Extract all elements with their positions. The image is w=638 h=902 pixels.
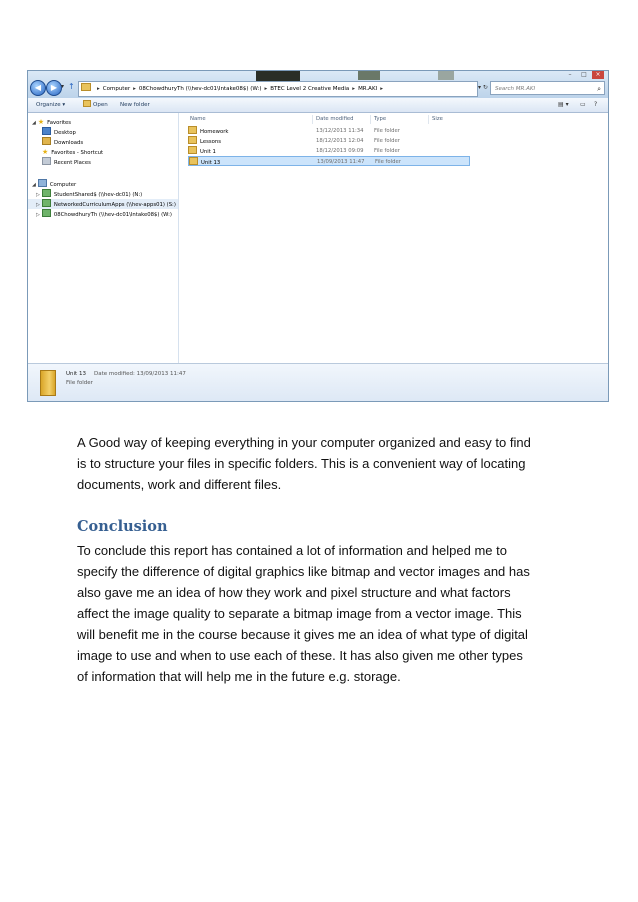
star-icon: ★: [37, 118, 45, 126]
chevron-down-icon[interactable]: ▾: [61, 83, 65, 90]
network-drive-icon: [42, 209, 51, 217]
refresh-icon[interactable]: ▾ ↻: [478, 84, 488, 91]
window-background-strip: [358, 71, 380, 80]
window-background-strip: [438, 71, 454, 80]
view-options-icon[interactable]: ▤ ▾: [558, 101, 569, 108]
folder-icon: [188, 136, 197, 144]
search-input[interactable]: Search MR.AKI ⌕: [490, 81, 605, 95]
address-bar: [28, 71, 608, 98]
nav-drive-item[interactable]: ▷ 08ChowdhuryTh (\\hev-dc01\Intake08$) (W:): [36, 209, 172, 219]
folder-icon: [189, 157, 198, 165]
details-type: File folder: [66, 380, 93, 386]
forward-arrow-icon[interactable]: ▶: [46, 80, 62, 96]
folder-icon: [40, 370, 56, 396]
folder-icon: [81, 83, 91, 91]
file-row[interactable]: Unit 1 18/12/2013 09:09 File folder: [188, 146, 470, 156]
column-header-type[interactable]: Type: [374, 116, 387, 122]
text-line: is to structure your files in specific folders. This is a convenient way of locating: [77, 456, 526, 471]
section-heading: Conclusion: [77, 518, 168, 535]
nav-item-desktop[interactable]: Desktop: [42, 127, 76, 137]
details-name: Unit 13: [66, 371, 86, 377]
folder-icon: [83, 100, 91, 107]
navigation-pane: [28, 113, 179, 363]
file-row-selected[interactable]: Unit 13 13/09/2013 11:47 File folder: [188, 156, 470, 166]
help-icon[interactable]: ?: [594, 101, 598, 108]
open-button[interactable]: Open: [83, 98, 108, 112]
maximize-icon[interactable]: □: [581, 71, 587, 78]
text-line: affect the image quality to separate a bitmap image from a vector image. This: [77, 606, 522, 621]
details-date-modified: Date modified: 13/09/2013 11:47: [94, 371, 186, 377]
nav-item-downloads[interactable]: Downloads: [42, 137, 83, 147]
text-line: will benefit me in the course because it gives me an idea of what type of digital: [77, 627, 528, 642]
column-divider[interactable]: [428, 115, 429, 124]
breadcrumb-item[interactable]: 08ChowdhuryTh (\\hev-dc01\Intake08$) (W:): [138, 86, 262, 92]
file-row[interactable]: Homework 13/12/2013 11:34 File folder: [188, 126, 470, 136]
downloads-icon: [42, 137, 51, 145]
column-header-name[interactable]: Name: [190, 116, 206, 122]
command-toolbar: [28, 98, 608, 113]
text-line: specify the difference of digital graphics like bitmap and vector images and has: [77, 564, 530, 579]
up-arrow-icon[interactable]: ↑: [68, 82, 75, 91]
network-drive-icon: [42, 189, 51, 197]
search-icon[interactable]: ⌕: [597, 85, 601, 93]
close-icon[interactable]: ×: [592, 71, 604, 79]
breadcrumb-item[interactable]: Computer: [102, 86, 131, 92]
nav-favorites-header[interactable]: ◢ ★ Favorites: [32, 118, 72, 126]
text-line: documents, work and different files.: [77, 477, 282, 492]
column-divider[interactable]: [312, 115, 313, 124]
column-header-size[interactable]: Size: [432, 116, 443, 122]
recent-places-icon: [42, 157, 51, 165]
folder-icon: [188, 126, 197, 134]
minimize-icon[interactable]: –: [568, 71, 572, 78]
paragraph-conclusion: [77, 540, 577, 687]
breadcrumb[interactable]: ▸ Computer ▸ 08ChowdhuryTh (\\hev-dc01\Intake08$) (W:) ▸ BTEC Level 2 Creative Media ▸ MR.AKI ▸: [78, 81, 478, 97]
window-background-strip: [256, 71, 300, 81]
nav-item-favorites-shortcut[interactable]: ★ Favorites - Shortcut: [42, 148, 104, 156]
back-arrow-icon[interactable]: ◀: [30, 80, 46, 96]
nav-drive-item[interactable]: ▷ NetworkedCurriculumApps (\\hev-apps01) (S:): [28, 199, 178, 209]
organize-button[interactable]: Organize ▾: [36, 102, 66, 108]
computer-icon: [38, 179, 47, 187]
details-pane: [28, 363, 608, 402]
file-row[interactable]: Lessons 18/12/2013 12:04 File folder: [188, 136, 470, 146]
paragraph-file-organization: [77, 432, 577, 495]
breadcrumb-item[interactable]: MR.AKI: [358, 86, 378, 92]
text-line: image to use and when to use each of these. It has also given me other types: [77, 648, 523, 663]
text-line: of information that will help me in the future e.g. storage.: [77, 669, 401, 684]
column-divider[interactable]: [370, 115, 371, 124]
nav-computer-header[interactable]: ◢ Computer: [32, 179, 76, 189]
text-line: A Good way of keeping everything in your computer organized and easy to find: [77, 435, 531, 450]
nav-drive-item[interactable]: ▷ StudentShared$ (\\hev-dc01) (N:): [36, 189, 142, 199]
folder-icon: [188, 146, 197, 154]
breadcrumb-item[interactable]: BTEC Level 2 Creative Media: [270, 86, 350, 92]
column-header-date-modified[interactable]: Date modified: [316, 116, 354, 122]
star-icon: ★: [42, 148, 49, 156]
file-list: [180, 113, 608, 363]
preview-pane-icon[interactable]: ▭: [580, 101, 586, 108]
new-folder-button[interactable]: New folder: [120, 102, 150, 108]
nav-item-recent-places[interactable]: Recent Places: [42, 157, 91, 167]
text-line: also gave me an idea of how they work and pixel structure and what factors: [77, 585, 511, 600]
explorer-screenshot: [27, 70, 609, 402]
network-drive-icon: [42, 199, 51, 207]
text-line: To conclude this report has contained a lot of information and helped me to: [77, 543, 507, 558]
desktop-icon: [42, 127, 51, 135]
